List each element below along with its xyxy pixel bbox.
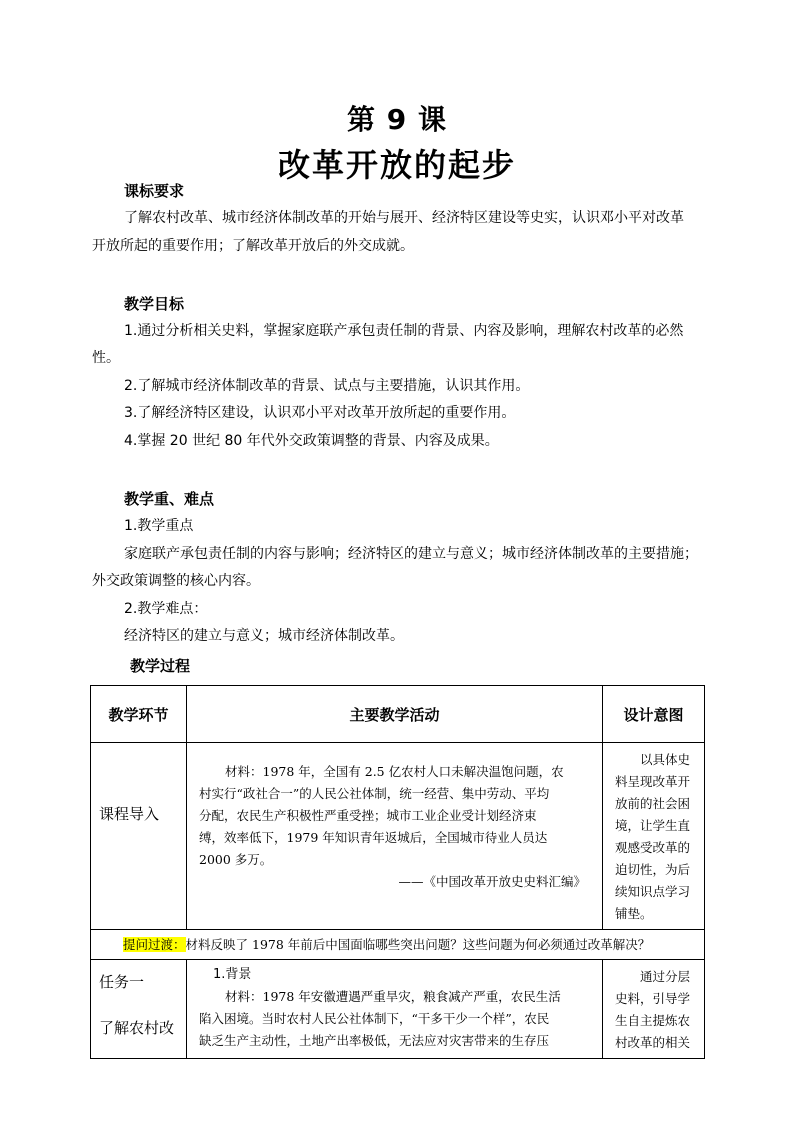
stage-task1 — [91, 960, 187, 1059]
lesson-number: 第 9 课 — [347, 103, 447, 136]
difficulty-text: 经济特区的建立与意义；城市经济体制改革。 — [124, 628, 404, 644]
material-line: 陷入困境。当时农村人民公社体制下，“干多干少一个样”，农民 — [199, 1011, 550, 1026]
teaching-process-table — [90, 685, 705, 1059]
table-header-row — [91, 686, 705, 743]
task1-intent — [603, 960, 705, 1059]
intro-material — [187, 743, 603, 930]
difficulty-label: 2.教学难点： — [124, 601, 208, 617]
transition-text: 材料反映了 1978 年前后中国面临哪些突出问题？这些问题为何必须通过改革解决？ — [185, 937, 651, 952]
focus-line2: 外交政策调整的核心内容。 — [92, 573, 260, 589]
goal-item-4: 4.掌握 20 世纪 80 年代外交政策调整的背景、内容及成果。 — [124, 433, 499, 449]
key-points-heading: 教学重、难点 — [124, 490, 215, 508]
header-intent: 设计意图 — [603, 686, 705, 743]
goal-item-1-line2: 性。 — [92, 350, 120, 366]
material-line: 缺乏生产主动性，土地产出率极低，无法应对灾害带来的生存压 — [199, 1033, 550, 1048]
curriculum-text-line1: 了解农村改革、城市经济体制改革的开始与展开、经济特区建设等史实，认识邓小平对改革 — [124, 210, 684, 226]
header-stage: 教学环节 — [91, 686, 187, 743]
transition-cell — [91, 930, 705, 960]
focus-label: 1.教学重点 — [124, 518, 194, 534]
goal-item-1-line1: 1.通过分析相关史料，掌握家庭联产承包责任制的背景、内容及影响，理解农村改革的必然 — [124, 323, 684, 339]
material-line: 缚，效率低下，1979 年知识青年返城后，全国城市待业人员达 — [199, 830, 548, 845]
lesson-title: 改革开放的起步 — [277, 146, 516, 184]
material-source: ——《中国改革开放史史料汇编》 — [398, 874, 586, 889]
material-line: 分配，农民生产积极性严重受挫；城市工业企业受计划经济束 — [199, 808, 537, 823]
header-activity: 主要教学活动 — [187, 686, 603, 743]
material-line: 材料：1978 年安徽遭遇严重旱灾，粮食减产严重，农民生活 — [225, 989, 561, 1004]
task1-material — [187, 960, 603, 1059]
table-row — [91, 743, 705, 930]
stage-intro: 课程导入 — [91, 743, 187, 930]
material-line: 材料：1978 年，全国有 2.5 亿农村人口未解决温饱问题，农 — [225, 764, 564, 779]
task1-line1: 任务一 — [99, 973, 145, 991]
goal-item-3: 3.了解经济特区建设，认识邓小平对改革开放所起的重要作用。 — [124, 405, 516, 421]
material-line: 村实行“政社合一”的人民公社体制，统一经营、集中劳动、平均 — [199, 786, 550, 801]
goal-item-2: 2.了解城市经济体制改革的背景、试点与主要措施，认识其作用。 — [124, 378, 530, 394]
material-line: 2000 多万。 — [199, 852, 273, 867]
goals-heading: 教学目标 — [124, 295, 185, 313]
sub-heading: 1.背景 — [213, 967, 252, 982]
curriculum-text-line2: 开放所起的重要作用；了解改革开放后的外交成就。 — [92, 238, 414, 254]
intro-intent — [603, 743, 705, 930]
transition-label: 提问过渡： — [123, 937, 186, 952]
intent-text: 通过分层史料，引导学生自主提炼农村改革的相关 — [615, 969, 691, 1050]
curriculum-heading: 课标要求 — [124, 182, 185, 200]
process-heading: 教学过程 — [130, 657, 191, 675]
focus-line1: 家庭联产承包责任制的内容与影响；经济特区的建立与意义；城市经济体制改革的主要措施； — [124, 546, 698, 562]
intent-text: 以具体史料呈现改革开放前的社会困境，让学生直观感受改革的迫切性，为后续知识点学习铺垫。 — [615, 752, 691, 921]
table-row — [91, 960, 705, 1059]
task1-line2: 了解农村改 — [99, 1019, 175, 1037]
transition-row — [91, 930, 705, 960]
